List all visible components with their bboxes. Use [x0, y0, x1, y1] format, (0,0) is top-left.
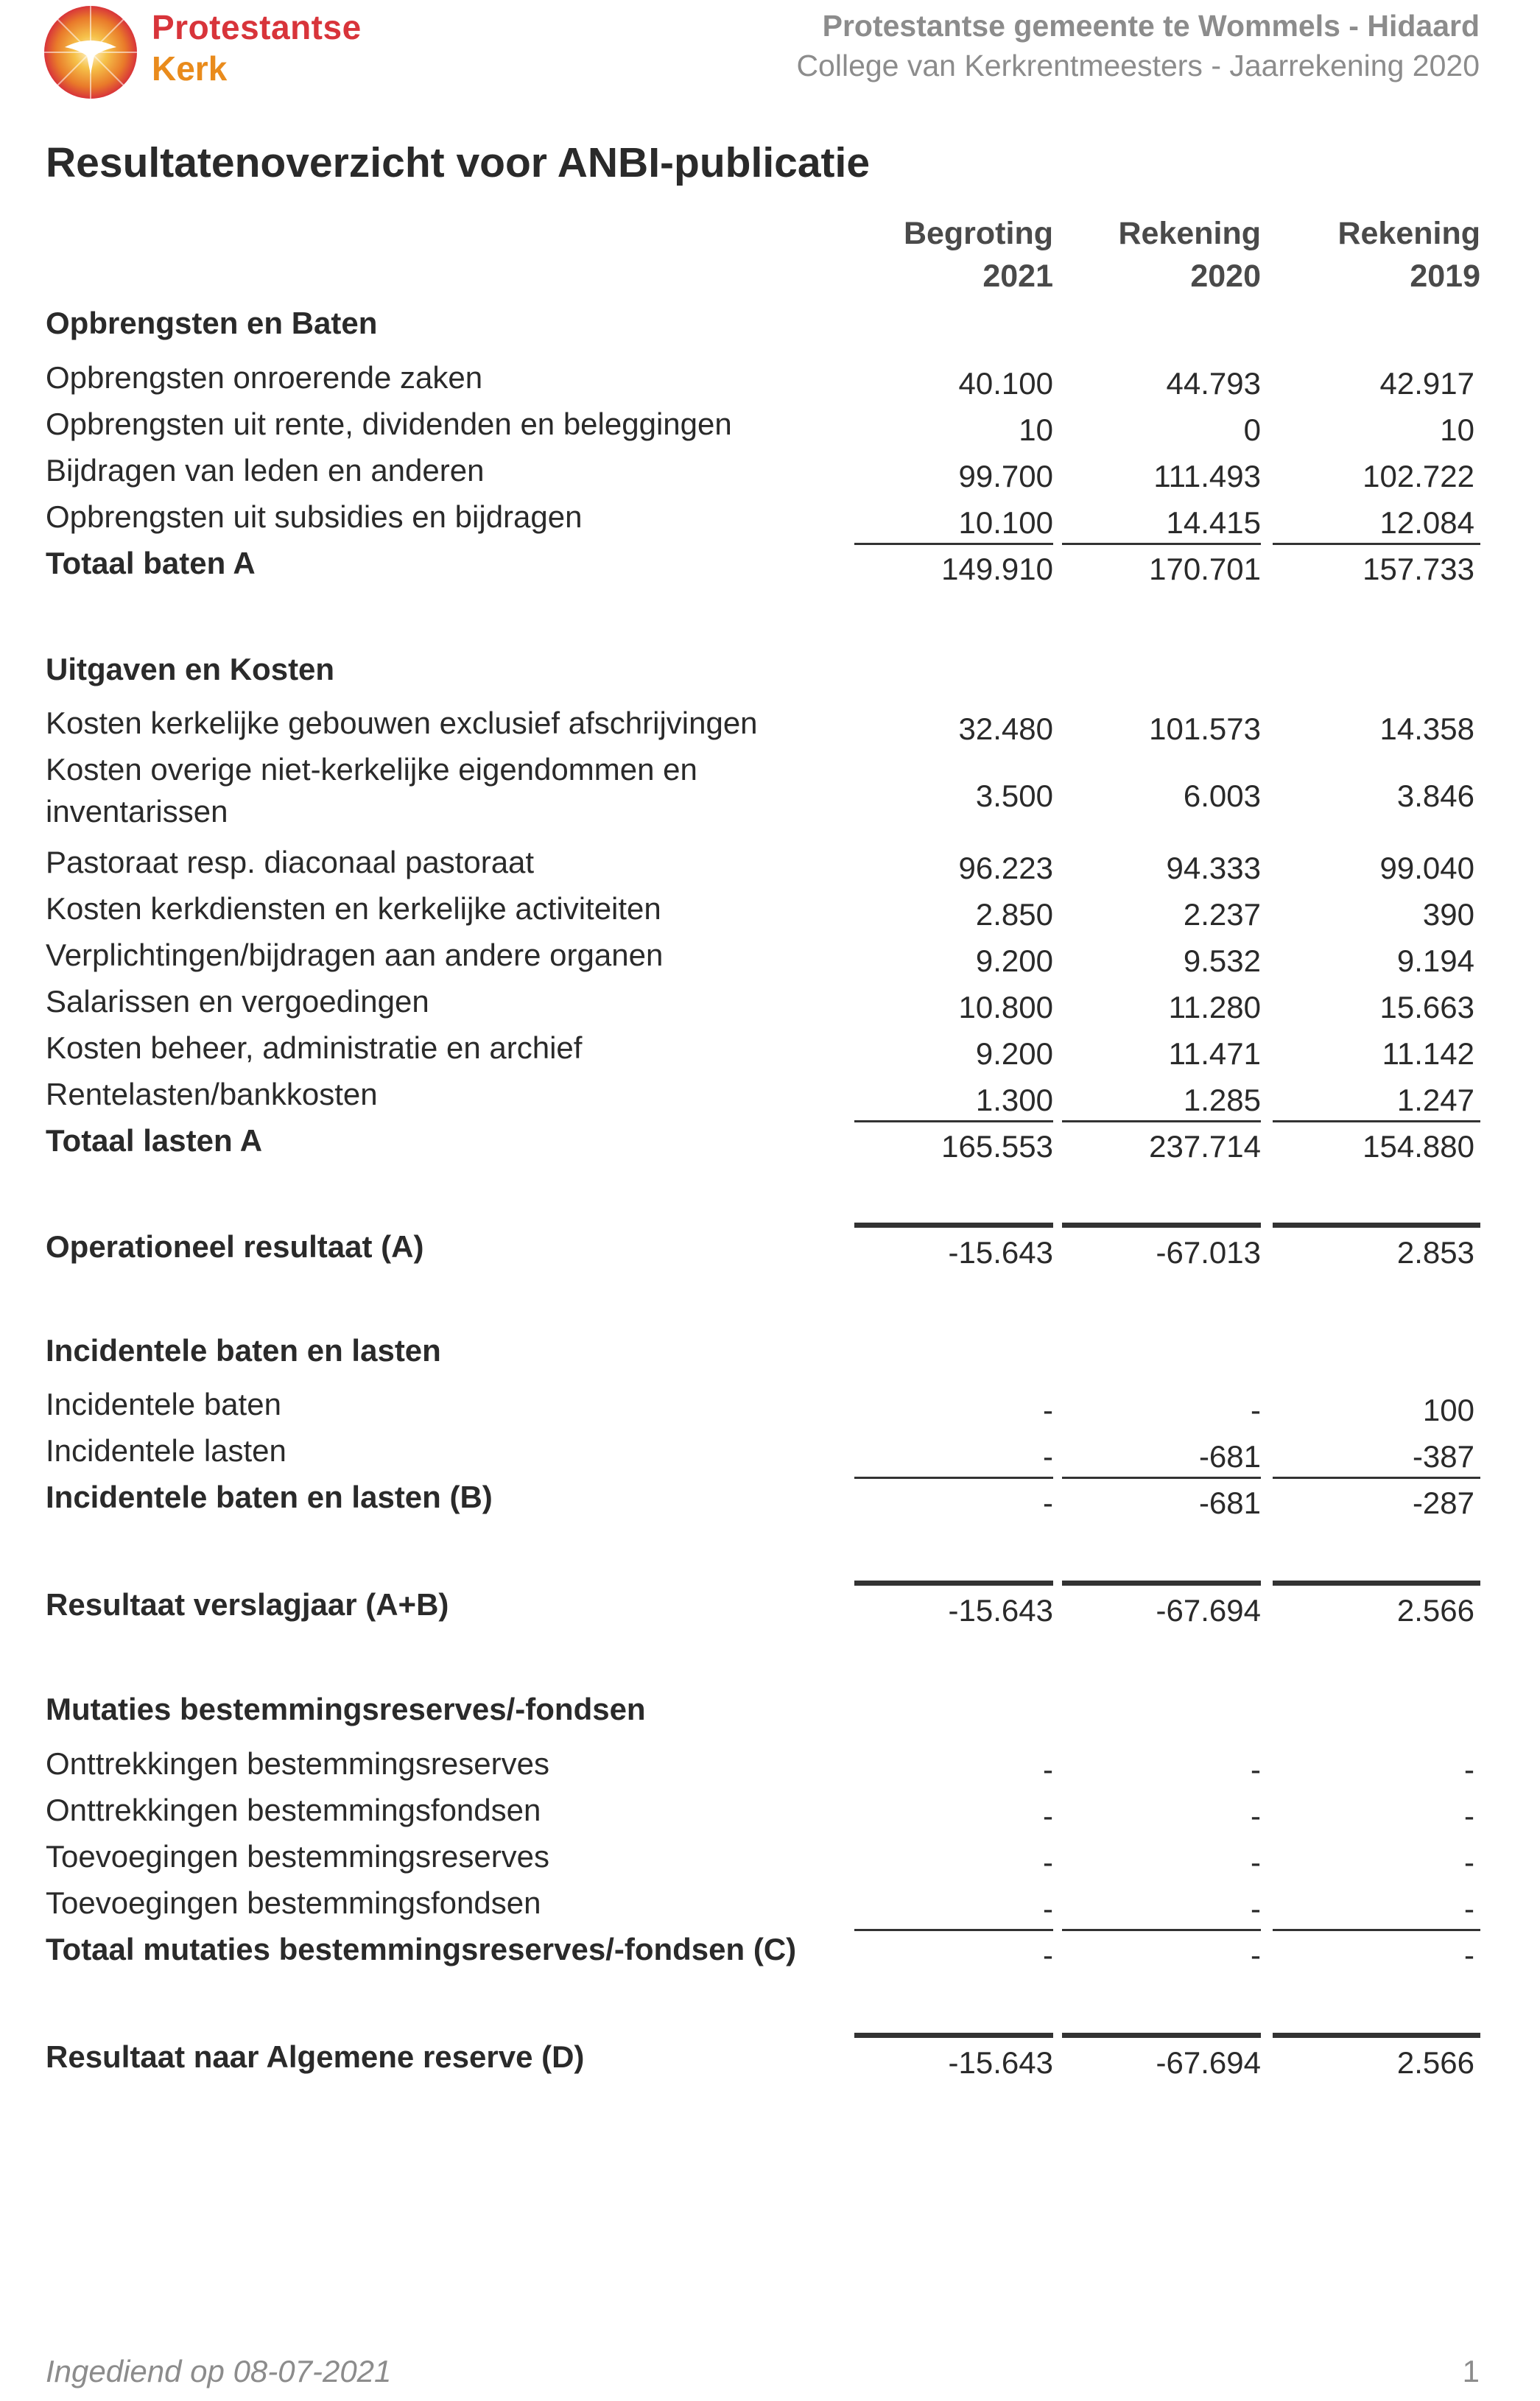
value-rekening-2019: - — [1464, 1891, 1474, 1926]
value-rekening-2019: 99.040 — [1379, 851, 1474, 885]
value-rekening-2019: 11.142 — [1382, 1036, 1474, 1071]
row-label: Incidentele baten — [46, 1387, 281, 1421]
value-rekening-2020: 111.493 — [1153, 459, 1261, 493]
value-begroting-2021: - — [1043, 1799, 1053, 1833]
table-row — [46, 982, 1481, 1027]
row-label: Incidentele lasten — [46, 1433, 286, 1468]
row-label: Resultaat verslagjaar (A+B) — [46, 1587, 449, 1622]
value-begroting-2021: - — [1043, 1891, 1053, 1926]
value-rekening-2020: -67.013 — [1156, 1235, 1261, 1270]
value-rekening-2020: - — [1251, 1845, 1261, 1880]
table-row — [46, 1028, 1481, 1074]
section-heading-baten — [46, 303, 1481, 349]
total-row-baten — [46, 544, 1481, 589]
value-rekening-2019: 10 — [1440, 412, 1474, 447]
value-rekening-2019: 2.566 — [1396, 1593, 1474, 1628]
page-title: Resultatenoverzicht voor ANBI-publicatie — [46, 139, 871, 186]
value-rekening-2019: 12.084 — [1379, 505, 1474, 540]
column-header-year: 2021 — [982, 259, 1053, 294]
total-row-incidenteel — [46, 1477, 1481, 1523]
table-row — [46, 703, 1481, 749]
row-label: Incidentele baten en lasten (B) — [46, 1480, 493, 1514]
value-begroting-2021: - — [1043, 1938, 1053, 1972]
section-heading-label: Incidentele baten en lasten — [46, 1333, 441, 1368]
value-begroting-2021: 9.200 — [975, 1036, 1053, 1071]
column-header-rekening-2020 — [1055, 212, 1261, 298]
table-row — [46, 497, 1481, 543]
row-label-continued: inventarissen — [46, 794, 228, 829]
column-header-top: Begroting — [903, 216, 1053, 251]
value-rekening-2020: 237.714 — [1149, 1129, 1261, 1164]
section-heading-incidenteel — [46, 1331, 1481, 1377]
value-begroting-2021: 10.100 — [958, 505, 1053, 540]
row-label: Kosten kerkdiensten en kerkelijke activiteiten — [46, 891, 661, 926]
value-rekening-2019: - — [1464, 1752, 1474, 1787]
value-rekening-2020: 1.285 — [1183, 1083, 1261, 1117]
value-rekening-2019: -387 — [1412, 1439, 1474, 1474]
section-heading-label: Uitgaven en Kosten — [46, 652, 335, 686]
value-rekening-2019: 102.722 — [1363, 459, 1474, 493]
value-rekening-2020: 11.471 — [1168, 1036, 1261, 1071]
value-begroting-2021: - — [1043, 1845, 1053, 1880]
value-begroting-2021: 149.910 — [941, 552, 1053, 586]
value-rekening-2019: -287 — [1412, 1486, 1474, 1520]
table-row — [46, 1790, 1481, 1836]
row-label: Kosten beheer, administratie en archief — [46, 1030, 583, 1065]
value-rekening-2020: 94.333 — [1166, 851, 1261, 885]
row-label: Toevoegingen bestemmingsreserves — [46, 1839, 550, 1874]
value-rekening-2020: -67.694 — [1156, 2045, 1261, 2080]
table-row — [46, 935, 1481, 981]
value-rekening-2019: 9.194 — [1396, 943, 1474, 978]
submission-date: Ingediend op 08-07-2021 — [46, 2354, 392, 2388]
value-begroting-2021: 1.300 — [975, 1083, 1053, 1117]
value-begroting-2021: 165.553 — [941, 1129, 1053, 1164]
value-rekening-2019: 154.880 — [1363, 1129, 1474, 1164]
value-begroting-2021: 32.480 — [958, 711, 1053, 746]
value-rekening-2020: - — [1251, 1752, 1261, 1787]
value-begroting-2021: 40.100 — [958, 366, 1053, 401]
section-heading-label: Opbrengsten en Baten — [46, 306, 378, 340]
row-label: Pastoraat resp. diaconaal pastoraat — [46, 845, 535, 879]
row-label: Operationeel resultaat (A) — [46, 1229, 424, 1264]
result-row-operationeel — [46, 1227, 1481, 1273]
value-rekening-2020: -681 — [1198, 1439, 1261, 1474]
table-row — [46, 1744, 1481, 1790]
table-row — [46, 843, 1481, 888]
value-rekening-2019: - — [1464, 1938, 1474, 1972]
column-header-rekening-2019 — [1274, 212, 1480, 298]
header-organisation: Protestantse gemeente te Wommels - Hidaard — [822, 9, 1480, 43]
value-begroting-2021: 2.850 — [975, 897, 1053, 932]
row-label: Kosten overige niet-kerkelijke eigendommen en — [46, 752, 697, 787]
value-rekening-2020: - — [1251, 1799, 1261, 1833]
section-heading-lasten — [46, 650, 1481, 695]
row-label: Verplichtingen/bijdragen aan andere organen — [46, 938, 664, 972]
value-rekening-2019: 2.853 — [1396, 1235, 1474, 1270]
value-rekening-2020: - — [1251, 1938, 1261, 1972]
value-rekening-2020: -681 — [1198, 1486, 1261, 1520]
row-label: Onttrekkingen bestemmingsreserves — [46, 1746, 549, 1781]
row-label: Opbrengsten uit rente, dividenden en beleggingen — [46, 407, 732, 441]
value-begroting-2021: - — [1043, 1393, 1053, 1427]
table-row — [46, 1837, 1481, 1883]
table-row — [46, 358, 1481, 404]
value-begroting-2021: -15.643 — [948, 1593, 1053, 1628]
value-rekening-2020: 170.701 — [1149, 552, 1261, 586]
value-rekening-2020: - — [1251, 1891, 1261, 1926]
row-label: Rentelasten/bankkosten — [46, 1077, 378, 1111]
value-rekening-2019: - — [1464, 1799, 1474, 1833]
row-label: Bijdragen van leden en anderen — [46, 453, 485, 488]
total-row-mutaties — [46, 1930, 1481, 1975]
section-heading-label: Mutaties bestemmingsreserves/-fondsen — [46, 1692, 646, 1726]
value-rekening-2019: 15.663 — [1379, 990, 1474, 1024]
result-row-verslagjaar — [46, 1585, 1481, 1631]
value-rekening-2019: 390 — [1422, 897, 1474, 932]
table-row — [46, 451, 1481, 496]
value-rekening-2020: 6.003 — [1183, 778, 1261, 813]
table-row — [46, 750, 1481, 838]
table-row — [46, 1385, 1481, 1430]
result-row-algemene-reserve — [46, 2037, 1481, 2083]
table-row — [46, 889, 1481, 935]
value-begroting-2021: -15.643 — [948, 1235, 1053, 1270]
row-label: Totaal lasten A — [46, 1123, 263, 1158]
value-rekening-2019: - — [1464, 1845, 1474, 1880]
value-begroting-2021: 10.800 — [958, 990, 1053, 1024]
value-begroting-2021: - — [1043, 1752, 1053, 1787]
logo-text-protestantse: Protestantse — [152, 8, 362, 46]
value-begroting-2021: -15.643 — [948, 2045, 1053, 2080]
column-header-begroting-2021 — [847, 212, 1053, 298]
page-number: 1 — [1462, 2354, 1480, 2388]
value-rekening-2020: - — [1251, 1393, 1261, 1427]
row-label: Totaal mutaties bestemmingsreserves/-fondsen (C) — [46, 1932, 797, 1966]
value-rekening-2019: 14.358 — [1379, 711, 1474, 746]
value-begroting-2021: - — [1043, 1439, 1053, 1474]
total-row-lasten — [46, 1121, 1481, 1167]
row-label: Kosten kerkelijke gebouwen exclusief afschrijvingen — [46, 706, 758, 740]
value-rekening-2019: 157.733 — [1363, 552, 1474, 586]
logo-text-kerk: Kerk — [152, 49, 228, 88]
value-begroting-2021: 96.223 — [958, 851, 1053, 885]
value-rekening-2019: 42.917 — [1379, 366, 1474, 401]
row-label: Opbrengsten onroerende zaken — [46, 360, 483, 395]
value-begroting-2021: 9.200 — [975, 943, 1053, 978]
value-rekening-2019: 100 — [1422, 1393, 1474, 1427]
value-rekening-2020: 101.573 — [1149, 711, 1261, 746]
value-rekening-2020: -67.694 — [1156, 1593, 1261, 1628]
value-rekening-2020: 44.793 — [1166, 366, 1261, 401]
value-rekening-2019: 3.846 — [1396, 778, 1474, 813]
row-label: Resultaat naar Algemene reserve (D) — [46, 2039, 585, 2074]
protestantse-kerk-logo-icon — [43, 4, 138, 100]
table-row — [46, 1431, 1481, 1477]
row-label: Toevoegingen bestemmingsfondsen — [46, 1885, 541, 1920]
value-rekening-2020: 11.280 — [1168, 990, 1261, 1024]
table-row — [46, 1075, 1481, 1120]
value-begroting-2021: 3.500 — [975, 778, 1053, 813]
column-header-top: Rekening — [1118, 216, 1261, 251]
value-rekening-2020: 0 — [1243, 412, 1261, 447]
section-heading-mutaties — [46, 1690, 1481, 1735]
value-rekening-2019: 1.247 — [1396, 1083, 1474, 1117]
column-header-top: Rekening — [1337, 216, 1480, 251]
header-document: College van Kerkrentmeesters - Jaarrekening 2020 — [796, 49, 1480, 82]
value-begroting-2021: 10 — [1019, 412, 1053, 447]
value-rekening-2019: 2.566 — [1396, 2045, 1474, 2080]
row-label: Totaal baten A — [46, 546, 256, 580]
value-begroting-2021: - — [1043, 1486, 1053, 1520]
value-rekening-2020: 2.237 — [1183, 897, 1261, 932]
row-label: Onttrekkingen bestemmingsfondsen — [46, 1793, 541, 1827]
church-logo — [43, 4, 411, 104]
column-header-year: 2020 — [1190, 259, 1261, 294]
value-rekening-2020: 9.532 — [1183, 943, 1261, 978]
value-begroting-2021: 99.700 — [958, 459, 1053, 493]
table-row — [46, 404, 1481, 450]
table-row — [46, 1883, 1481, 1929]
value-rekening-2020: 14.415 — [1166, 505, 1261, 540]
row-label: Salarissen en vergoedingen — [46, 984, 429, 1019]
column-header-year: 2019 — [1410, 259, 1480, 294]
row-label: Opbrengsten uit subsidies en bijdragen — [46, 499, 583, 534]
